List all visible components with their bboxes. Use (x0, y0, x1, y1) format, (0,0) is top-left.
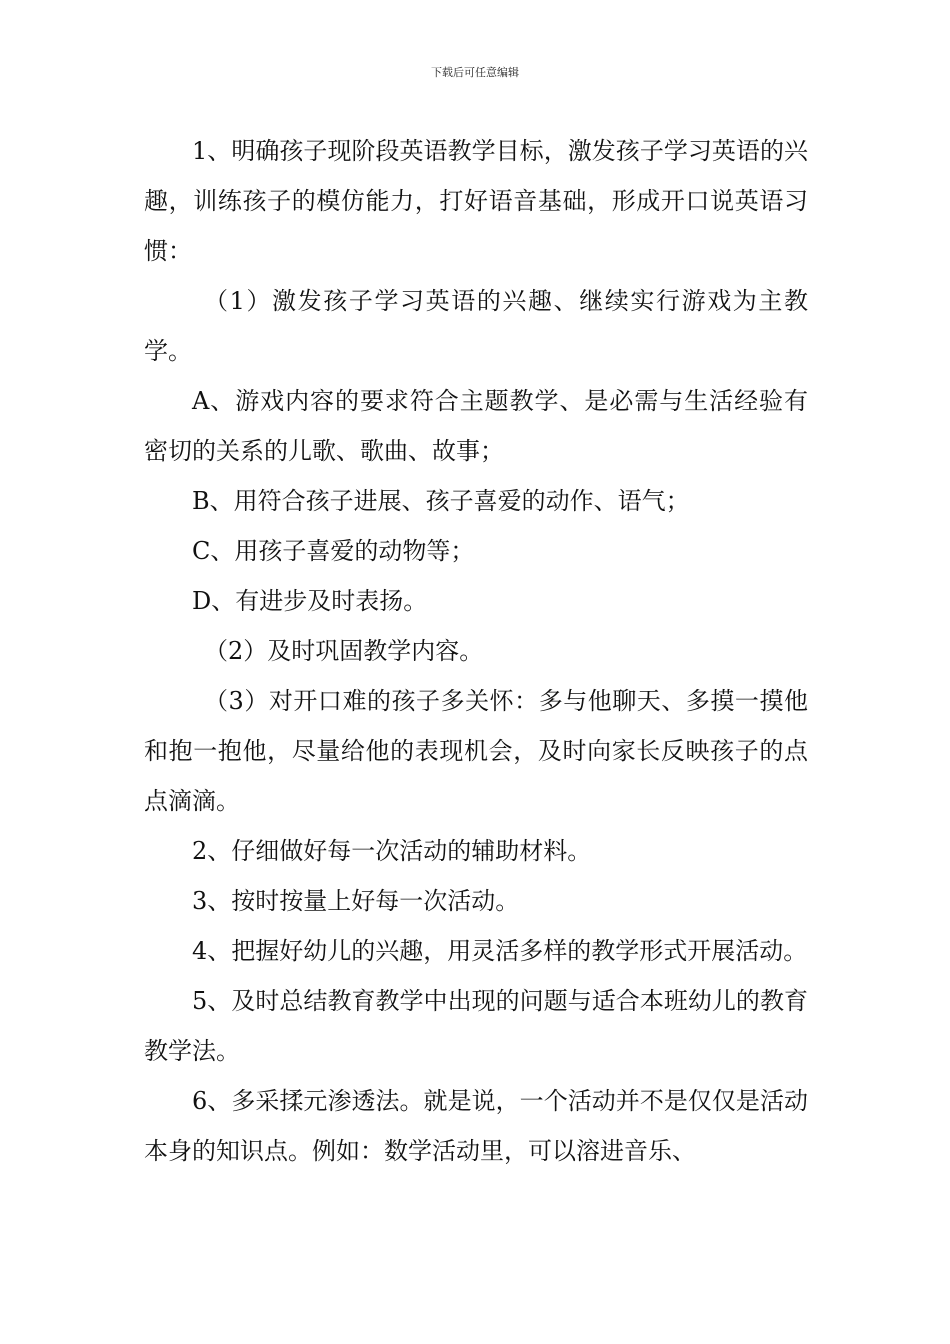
page-header: 下载后可任意编辑 (431, 66, 519, 79)
paragraph-goal-6: 6、多采揉元渗透法。就是说，一个活动并不是仅仅是活动本身的知识点。例如：数学活动里，可以溶进音乐、 (144, 1087, 808, 1165)
paragraph-subgoal-3: （3）对开口难的孩子多关怀：多与他聊天、多摸一摸他和抱一抱他，尽量给他的表现机会，及时向家长反映孩子的点点滴滴。 (144, 687, 808, 815)
document-body (144, 126, 808, 1176)
paragraph-goal-5: 5、及时总结教育教学中出现的问题与适合本班幼儿的教育教学法。 (144, 987, 808, 1065)
paragraph-goal-2: 2、仔细做好每一次活动的辅助材料。 (192, 837, 592, 865)
paragraph-item-b: B、用符合孩子进展、孩子喜爱的动作、语气； (192, 487, 690, 515)
paragraph-item-a: A、游戏内容的要求符合主题教学、是必需与生活经验有密切的关系的儿歌、歌曲、故事； (144, 387, 808, 465)
paragraph-goal-4: 4、把握好幼儿的兴趣，用灵活多样的教学形式开展活动。 (192, 937, 808, 965)
paragraph-goal-1: 1、明确孩子现阶段英语教学目标，激发孩子学习英语的兴趣，训练孩子的模仿能力，打好语音基础，形成开口说英语习惯： (144, 137, 808, 265)
paragraph-subgoal-2: （2）及时巩固教学内容。 (204, 637, 484, 665)
paragraph-item-d: D、有进步及时表扬。 (192, 587, 428, 615)
paragraph-item-c: C、用孩子喜爱的动物等； (192, 537, 475, 565)
paragraph-goal-3: 3、按时按量上好每一次活动。 (192, 887, 520, 915)
paragraph-subgoal-1: （1）激发孩子学习英语的兴趣、继续实行游戏为主教学。 (144, 287, 808, 365)
